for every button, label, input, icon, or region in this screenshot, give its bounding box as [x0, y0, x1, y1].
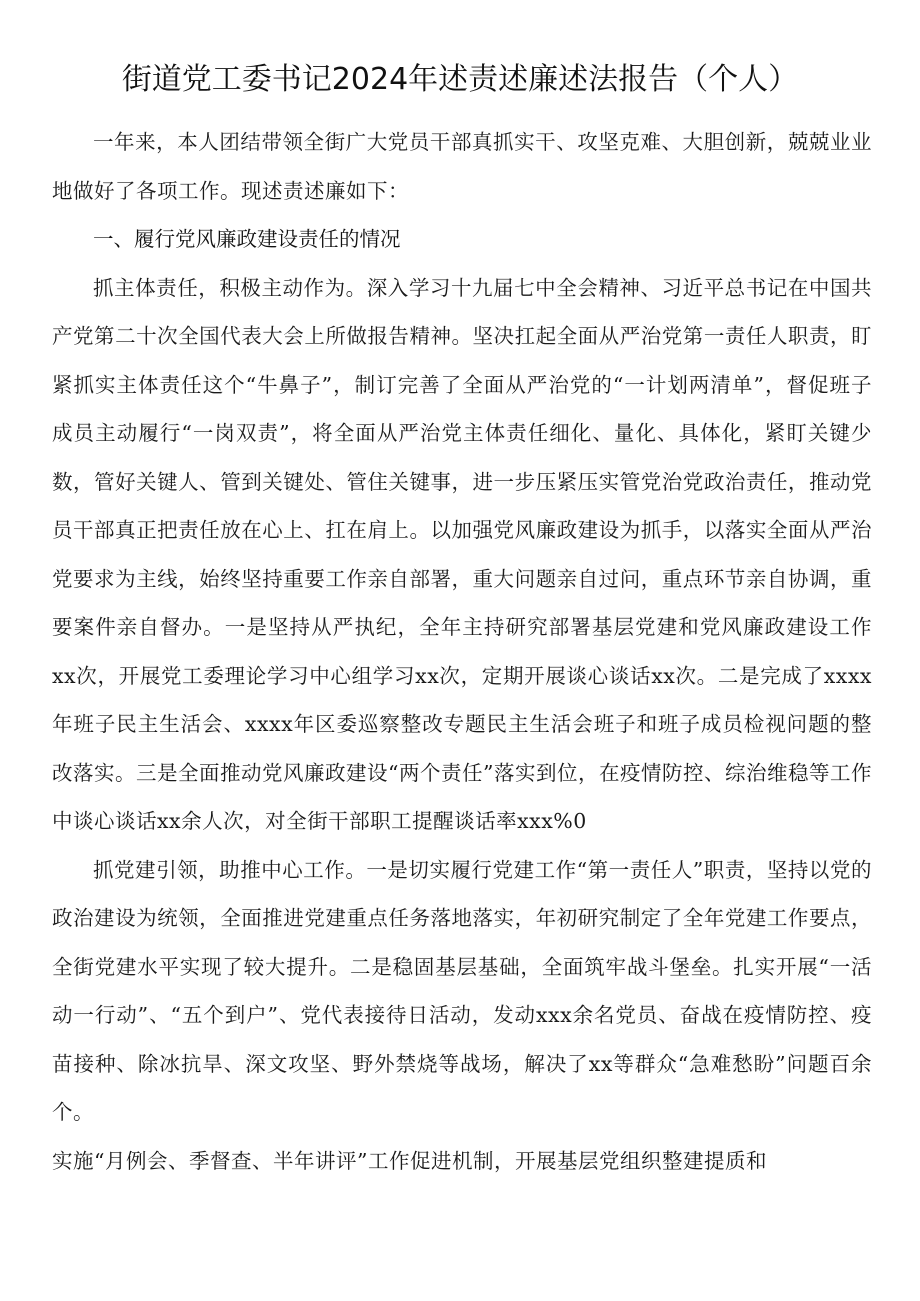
document-body	[52, 118, 872, 1185]
section-heading: 一、履行党风廉政建设责任的情况	[93, 227, 401, 251]
body-paragraph: 实施“月例会、季督查、半年讲评”工作促进机制，开展基层党组织整建提质和	[52, 1148, 767, 1173]
intro-paragraph: 一年来，本人团结带领全街广大党员干部真抓实干、攻坚克难、大胆创新，兢兢业业地做好了各项工作。现述责述廉如下：	[52, 130, 872, 203]
document-title: 街道党工委书记2024年述责述廉述法报告（个人）	[121, 62, 799, 97]
body-paragraph: 抓主体责任，积极主动作为。深入学习十九届七中全会精神、习近平总书记在中国共产党第二十次全国代表大会上所做报告精神。坚决扛起全面从严治党第一责任人职责，盯紧抓实主体责任这个“牛鼻子”，制订完善了全面从严治党的“一计划两清单”，督促班子成员主动履行“一岗双责”，将全面从严治党主体责任细化、量化、具体化，紧盯关键少数，管好关键人、管到关键处、管住关键事，进一步压紧压实管党治党政治责任，推动党员干部真正把责任放在心上、扛在肩上。以加强党风廉政建设为抓手，以落实全面从严治党要求为主线，始终坚持重要工作亲自部署，重大问题亲自过问，重点环节亲自协调，重要案件亲自督办。一是坚持从严执纪，全年主持研究部署基层党建和党风廉政建设工作xx次，开展党工委理论学习中心组学习xx次，定期开展谈心谈话xx次。二是完成了xxxx年班子民主生活会、xxxx年区委巡察整改专题民主生活会班子和班子成员检视问题的整改落实。三是全面推动党风廉政建设“两个责任”落实到位，在疫情防控、综治维稳等工作中谈心谈话xx余人次，对全街干部职工提醒谈话率xxx%0	[52, 275, 872, 833]
body-paragraph: 抓党建引领，助推中心工作。一是切实履行党建工作“第一责任人”职责，坚持以党的政治建设为统领，全面推进党建重点任务落地落实，年初研究制定了全年党建工作要点，全街党建水平实现了较大提升。二是稳固基层基础，全面筑牢战斗堡垒。扎实开展“一活动一行动”、“五个到户”、党代表接待日活动，发动xxx余名党员、奋战在疫情防控、疫苗接种、除冰抗旱、深文攻坚、野外禁烧等战场，解决了xx等群众“急难愁盼”问题百余个。	[52, 857, 872, 1124]
